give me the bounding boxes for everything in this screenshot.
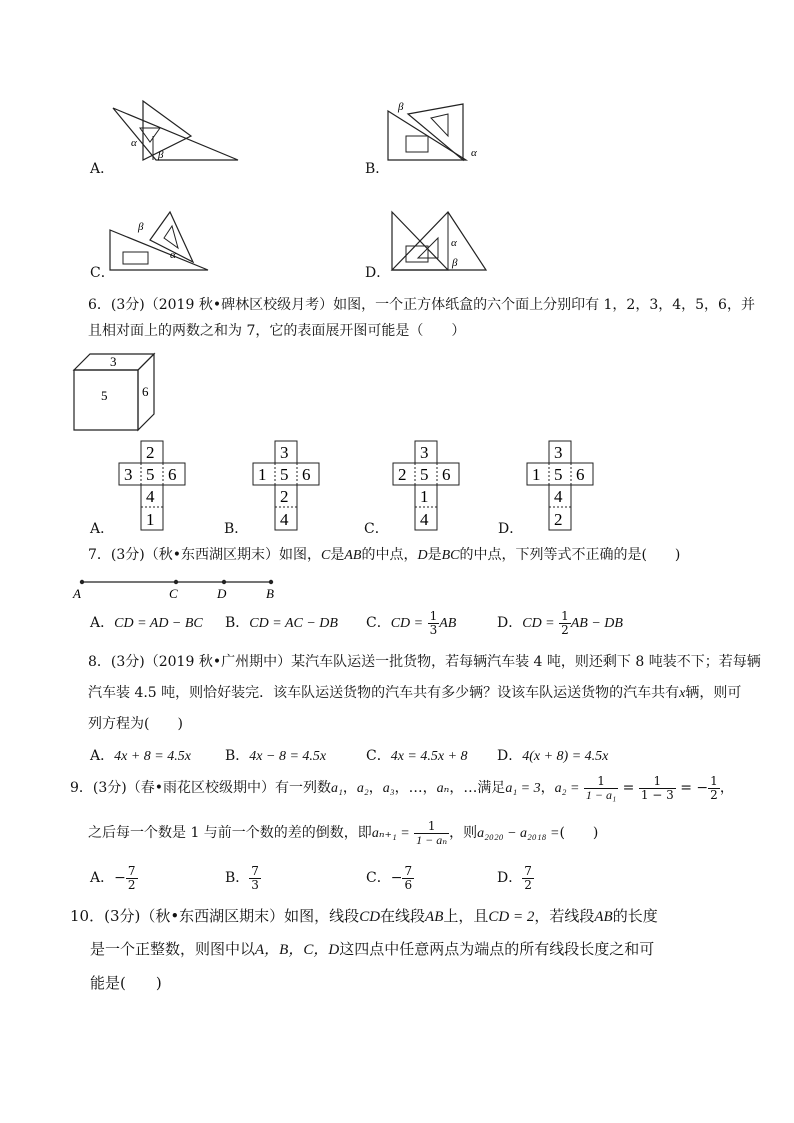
- svg-text:5: 5: [101, 388, 108, 403]
- svg-text:2: 2: [398, 465, 407, 484]
- q8-option-c[interactable]: C．4x = 4.5x + 8: [366, 748, 468, 764]
- svg-text:β: β: [138, 221, 144, 233]
- option-d-label: D．: [498, 521, 524, 537]
- svg-text:A: A: [73, 586, 81, 601]
- svg-text:β: β: [158, 149, 164, 161]
- q8-stem-line3: 列方程为( ): [88, 716, 183, 732]
- net-d: [524, 440, 594, 532]
- svg-text:3: 3: [110, 354, 117, 369]
- cube-diagram: [70, 350, 160, 432]
- svg-text:4: 4: [420, 510, 429, 529]
- q9-option-a[interactable]: A．− $\frac{7}{2}$: [90, 863, 136, 892]
- svg-text:1: 1: [258, 465, 267, 484]
- option-b-label: B．: [224, 521, 249, 537]
- svg-text:α: α: [170, 249, 176, 261]
- svg-text:1: 1: [420, 487, 429, 506]
- net-b: [250, 440, 320, 532]
- q6-option-b[interactable]: [222, 440, 332, 540]
- svg-text:5: 5: [280, 465, 289, 484]
- svg-text:6: 6: [168, 465, 177, 484]
- svg-text:6: 6: [302, 465, 311, 484]
- svg-text:D: D: [217, 586, 227, 601]
- svg-text:1: 1: [532, 465, 541, 484]
- q7-segment-figure: [70, 572, 290, 602]
- q9-stem-line1: 9．(3分)（春•雨花区校级期中）有一列数a₁，a₂，a₃，…，aₙ，…满足a₁ = 3，a₂ = $\frac{1}{\text{1 − a₁}}$ = $\frac{1}{1 - 3}$ = − $\frac{1}{2}$ ，: [70, 773, 734, 802]
- q7-option-d[interactable]: D．CD = $\frac{1}{2}$ AB − DB: [497, 608, 623, 637]
- svg-text:β: β: [398, 101, 404, 113]
- svg-text:4: 4: [146, 487, 155, 506]
- q8-option-a[interactable]: A．4x + 8 = 4.5x: [90, 748, 191, 764]
- svg-text:3: 3: [420, 443, 429, 462]
- q6-stem-line1: 6．(3分)（2019 秋•碑林区校级月考）如图，一个正方体纸盒的六个面上分别印有 1，2，3，4，5，6，并: [88, 297, 755, 313]
- svg-text:3: 3: [124, 465, 133, 484]
- option-a-label: A．: [90, 161, 115, 177]
- q6-option-a[interactable]: [88, 440, 198, 540]
- q7-stem: 7．(3分)（秋•东西湖区期末）如图，C是AB的中点，D是BC的中点，下列等式不正确的是( ): [88, 547, 681, 563]
- option-c-label: C．: [90, 265, 115, 281]
- q10-stem-line3: 能是( ): [90, 974, 162, 992]
- q6-option-c[interactable]: [362, 440, 472, 540]
- option-b-label: B．: [365, 161, 390, 177]
- svg-text:α: α: [451, 237, 457, 249]
- line-segment-acdb: [70, 572, 290, 602]
- svg-text:1: 1: [146, 510, 155, 529]
- q5-figure-c: [88, 210, 248, 280]
- q9-option-c[interactable]: C．− $\frac{7}{6}$: [366, 863, 413, 892]
- q7-option-b[interactable]: B．CD = AC − DB: [225, 615, 338, 631]
- svg-text:2: 2: [280, 487, 289, 506]
- option-d-label: D．: [365, 265, 391, 281]
- q5-figure-d: [365, 206, 498, 281]
- net-a: [116, 440, 186, 532]
- q8-stem-line1: 8．(3分)（2019 秋•广州期中）某汽车队运送一批货物，若每辆汽车装 4 吨，则还剩下 8 吨装不下；若每辆: [88, 654, 761, 670]
- svg-text:6: 6: [442, 465, 451, 484]
- q8-option-b[interactable]: B．4x − 8 = 4.5x: [225, 748, 327, 764]
- q9-option-d[interactable]: D． $\frac{7}{2}$: [497, 863, 532, 892]
- svg-text:α: α: [131, 137, 137, 149]
- svg-text:2: 2: [146, 443, 155, 462]
- svg-text:3: 3: [280, 443, 289, 462]
- svg-text:β: β: [452, 257, 458, 269]
- q10-stem-line1: 10．(3分)（秋•东西湖区期末）如图，线段CD在线段AB上，且CD = 2，若线段AB的长度: [70, 907, 658, 925]
- svg-text:B: B: [266, 586, 274, 601]
- option-c-label: C．: [364, 521, 389, 537]
- q8-option-d[interactable]: D．4(x + 8) = 4.5x: [497, 748, 609, 764]
- svg-text:6: 6: [142, 384, 149, 399]
- q6-stem-line2: 且相对面上的两数之和为 7，它的表面展开图可能是（ ）: [88, 323, 466, 339]
- svg-text:5: 5: [146, 465, 155, 484]
- svg-text:3: 3: [554, 443, 563, 462]
- svg-text:2: 2: [554, 510, 563, 529]
- net-c: [390, 440, 460, 532]
- svg-text:5: 5: [420, 465, 429, 484]
- q9-stem-line2: 之后每一个数是 1 与前一个数的差的倒数，即aₙ₊₁ = $\frac{1}{\text{1 − aₙ}}$ ，则a₂₀₂₀ − a₂₀₁₈ =( ): [88, 818, 599, 847]
- q9-option-b[interactable]: B． $\frac{7}{3}$: [225, 863, 259, 892]
- q5-figure-a: [88, 96, 248, 176]
- q7-option-a[interactable]: A．CD = AD − BC: [90, 615, 203, 631]
- svg-text:C: C: [169, 586, 178, 601]
- q6-option-d[interactable]: [496, 440, 606, 540]
- svg-text:5: 5: [554, 465, 563, 484]
- svg-text:4: 4: [554, 487, 563, 506]
- q6-cube: [70, 350, 160, 432]
- svg-text:4: 4: [280, 510, 289, 529]
- q10-stem-line2: 是一个正整数，则图中以A，B，C，D这四点中任意两点为端点的所有线段长度之和可: [90, 940, 655, 958]
- option-a-label: A．: [90, 521, 115, 537]
- svg-text:α: α: [471, 147, 477, 159]
- q5-figure-b: [365, 96, 498, 177]
- q7-option-c[interactable]: C．CD = $\frac{1}{3}$ AB: [366, 608, 457, 637]
- q8-stem-line2: 汽车装 4.5 吨，则恰好装完．该车队运送货物的汽车共有多少辆？设该车队运送货物的汽车共有x辆，则可: [88, 685, 742, 701]
- svg-text:6: 6: [576, 465, 585, 484]
